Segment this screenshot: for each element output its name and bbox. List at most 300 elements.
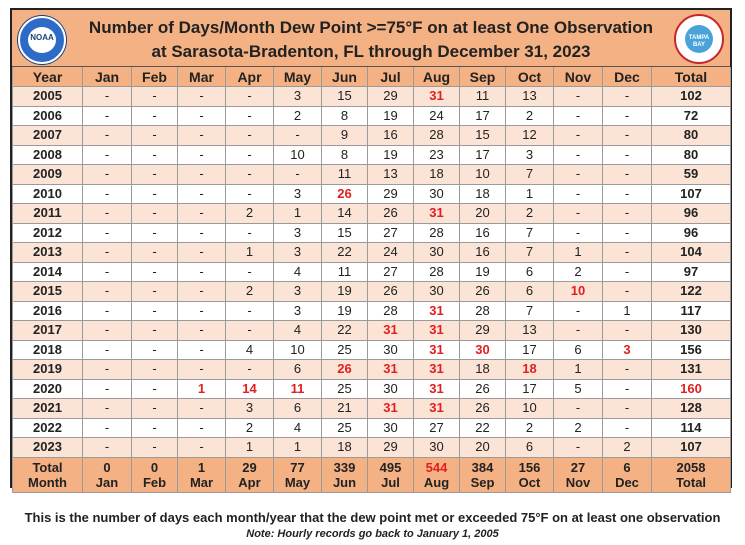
month-total-cell <box>554 457 603 492</box>
day-count-cell: 18 <box>414 165 460 185</box>
table-row <box>13 204 731 224</box>
day-count-cell: 30 <box>460 340 506 360</box>
month-total-cell <box>178 457 226 492</box>
year-cell: 2012 <box>13 223 83 243</box>
day-count-cell: 26 <box>322 184 368 204</box>
day-count-cell: - <box>554 165 603 185</box>
day-count-cell: 30 <box>414 243 460 263</box>
day-count-cell: 26 <box>368 282 414 302</box>
day-count-cell: 21 <box>322 399 368 419</box>
day-count-cell: - <box>554 184 603 204</box>
month-total-value: 77 <box>290 459 305 475</box>
month-total-month: Oct <box>518 474 541 490</box>
month-total-value: 339 <box>333 459 356 475</box>
day-count-cell: - <box>83 184 132 204</box>
day-count-cell: - <box>554 223 603 243</box>
day-count-cell: 18 <box>506 360 554 380</box>
dewpoint-table <box>12 67 731 493</box>
month-total-value: 495 <box>379 459 402 475</box>
day-count-cell: 31 <box>414 340 460 360</box>
day-count-cell: 31 <box>414 87 460 107</box>
day-count-cell: - <box>132 321 178 341</box>
day-count-cell: - <box>226 321 274 341</box>
day-count-cell: 31 <box>368 360 414 380</box>
day-count-cell: 29 <box>368 87 414 107</box>
day-count-cell: 31 <box>414 399 460 419</box>
table-row <box>13 438 731 458</box>
day-count-cell: 22 <box>322 321 368 341</box>
day-count-cell: - <box>603 126 652 146</box>
day-count-cell: - <box>132 106 178 126</box>
day-count-cell: 1 <box>274 438 322 458</box>
day-count-cell: - <box>83 340 132 360</box>
day-count-cell: 2 <box>506 106 554 126</box>
day-count-cell: - <box>83 262 132 282</box>
day-count-cell: - <box>132 262 178 282</box>
day-count-cell: - <box>83 438 132 458</box>
day-count-cell: - <box>83 379 132 399</box>
month-total-month: Jul <box>381 474 400 490</box>
day-count-cell: 30 <box>414 184 460 204</box>
day-count-cell: - <box>83 165 132 185</box>
day-count-cell: 13 <box>506 321 554 341</box>
day-count-cell: 2 <box>226 204 274 224</box>
day-count-cell: 1 <box>274 204 322 224</box>
day-count-cell: 7 <box>506 223 554 243</box>
day-count-cell: 4 <box>226 340 274 360</box>
year-total-cell: 72 <box>652 106 731 126</box>
day-count-cell: 11 <box>322 262 368 282</box>
day-count-cell: - <box>226 145 274 165</box>
column-header-jul: Jul <box>368 67 414 87</box>
day-count-cell: 31 <box>414 204 460 224</box>
month-total-value: 544 <box>425 459 448 475</box>
year-cell: 2019 <box>13 360 83 380</box>
day-count-cell: - <box>83 87 132 107</box>
day-count-cell: 30 <box>368 379 414 399</box>
day-count-cell: 18 <box>322 438 368 458</box>
day-count-cell: - <box>603 282 652 302</box>
day-count-cell: - <box>83 204 132 224</box>
day-count-cell: 17 <box>506 379 554 399</box>
day-count-cell: - <box>274 126 322 146</box>
year-total-cell: 122 <box>652 282 731 302</box>
day-count-cell: 8 <box>322 145 368 165</box>
year-cell: 2023 <box>13 438 83 458</box>
day-count-cell: 15 <box>322 223 368 243</box>
month-total-month: May <box>284 474 311 490</box>
day-count-cell: - <box>83 145 132 165</box>
day-count-cell: 11 <box>460 87 506 107</box>
day-count-cell: 10 <box>274 145 322 165</box>
day-count-cell: - <box>274 165 322 185</box>
day-count-cell: 7 <box>506 165 554 185</box>
day-count-cell: 6 <box>506 282 554 302</box>
day-count-cell: 29 <box>460 321 506 341</box>
month-total-cell <box>506 457 554 492</box>
day-count-cell: 20 <box>460 438 506 458</box>
day-count-cell: 10 <box>554 282 603 302</box>
day-count-cell: 10 <box>460 165 506 185</box>
day-count-cell: 1 <box>226 438 274 458</box>
month-total-value: 2058 <box>676 459 706 475</box>
day-count-cell: 28 <box>414 262 460 282</box>
day-count-cell: 2 <box>603 438 652 458</box>
day-count-cell: 26 <box>460 282 506 302</box>
month-total-cell <box>652 457 731 492</box>
title-line-1: Number of Days/Month Dew Point >=75°F on at least One Observation <box>88 18 654 37</box>
year-total-cell: 97 <box>652 262 731 282</box>
column-header-oct: Oct <box>506 67 554 87</box>
day-count-cell: - <box>132 360 178 380</box>
day-count-cell: - <box>603 87 652 107</box>
month-total-cell <box>414 457 460 492</box>
month-label: Month <box>28 474 67 490</box>
table-row <box>13 340 731 360</box>
day-count-cell: 2 <box>506 418 554 438</box>
year-total-cell: 128 <box>652 399 731 419</box>
day-count-cell: 26 <box>322 360 368 380</box>
table-row <box>13 243 731 263</box>
day-count-cell: - <box>83 106 132 126</box>
year-total-cell: 130 <box>652 321 731 341</box>
table-row <box>13 184 731 204</box>
year-cell: 2022 <box>13 418 83 438</box>
day-count-cell: 10 <box>506 399 554 419</box>
month-total-value: 384 <box>471 459 494 475</box>
day-count-cell: - <box>226 87 274 107</box>
day-count-cell: - <box>132 126 178 146</box>
day-count-cell: - <box>132 379 178 399</box>
column-header-dec: Dec <box>603 67 652 87</box>
year-total-cell: 114 <box>652 418 731 438</box>
day-count-cell: - <box>83 301 132 321</box>
day-count-cell: 7 <box>506 301 554 321</box>
table-row <box>13 223 731 243</box>
day-count-cell: 3 <box>603 340 652 360</box>
day-count-cell: - <box>554 399 603 419</box>
day-count-cell: - <box>83 243 132 263</box>
day-count-cell: 25 <box>322 340 368 360</box>
column-header-total: Total <box>652 67 731 87</box>
day-count-cell: - <box>603 399 652 419</box>
day-count-cell: - <box>603 165 652 185</box>
year-cell: 2021 <box>13 399 83 419</box>
day-count-cell: - <box>554 87 603 107</box>
month-total-value: 0 <box>103 459 111 475</box>
day-count-cell: - <box>178 360 226 380</box>
month-total-month: Sep <box>470 474 495 490</box>
day-count-cell: 4 <box>274 262 322 282</box>
day-count-cell: 2 <box>506 204 554 224</box>
day-count-cell: 25 <box>322 418 368 438</box>
day-count-cell: 14 <box>226 379 274 399</box>
nws-logo-label: TAMPA BAY <box>688 35 710 48</box>
day-count-cell: 27 <box>414 418 460 438</box>
day-count-cell: - <box>603 360 652 380</box>
month-total-cell <box>322 457 368 492</box>
year-total-cell: 117 <box>652 301 731 321</box>
table-row <box>13 282 731 302</box>
day-count-cell: 4 <box>274 321 322 341</box>
day-count-cell: 30 <box>368 340 414 360</box>
month-total-month: Mar <box>189 474 214 490</box>
day-count-cell: 25 <box>322 379 368 399</box>
day-count-cell: - <box>603 145 652 165</box>
day-count-cell: 16 <box>368 126 414 146</box>
day-count-cell: - <box>554 301 603 321</box>
day-count-cell: 2 <box>554 418 603 438</box>
table-row <box>13 321 731 341</box>
day-count-cell: 1 <box>226 243 274 263</box>
day-count-cell: 4 <box>274 418 322 438</box>
day-count-cell: 3 <box>226 399 274 419</box>
column-header-jan: Jan <box>83 67 132 87</box>
day-count-cell: 8 <box>322 106 368 126</box>
day-count-cell: - <box>178 418 226 438</box>
day-count-cell: 30 <box>414 282 460 302</box>
day-count-cell: - <box>554 126 603 146</box>
total-month-row <box>13 457 731 492</box>
day-count-cell: 17 <box>460 106 506 126</box>
day-count-cell: 31 <box>414 321 460 341</box>
day-count-cell: - <box>603 243 652 263</box>
day-count-cell: - <box>603 262 652 282</box>
day-count-cell: 7 <box>506 243 554 263</box>
day-count-cell: - <box>178 184 226 204</box>
footnote: This is the number of days each month/year that the dew point met or exceeded 75°F on at least one observation <box>24 510 721 525</box>
day-count-cell: 13 <box>506 87 554 107</box>
day-count-cell: - <box>83 399 132 419</box>
day-count-cell: 9 <box>322 126 368 146</box>
year-total-cell: 59 <box>652 165 731 185</box>
year-total-cell: 107 <box>652 184 731 204</box>
month-total-value: 29 <box>242 459 257 475</box>
day-count-cell: - <box>178 204 226 224</box>
day-count-cell: - <box>178 399 226 419</box>
day-count-cell: 31 <box>414 379 460 399</box>
day-count-cell: - <box>83 282 132 302</box>
month-total-value: 1 <box>197 459 206 475</box>
table-row <box>13 145 731 165</box>
day-count-cell: - <box>132 145 178 165</box>
day-count-cell: 1 <box>603 301 652 321</box>
day-count-cell: 23 <box>414 145 460 165</box>
day-count-cell: - <box>83 321 132 341</box>
day-count-cell: - <box>554 204 603 224</box>
year-cell: 2006 <box>13 106 83 126</box>
day-count-cell: 3 <box>274 282 322 302</box>
day-count-cell: - <box>554 145 603 165</box>
year-total-cell: 102 <box>652 87 731 107</box>
day-count-cell: 30 <box>414 438 460 458</box>
day-count-cell: - <box>603 106 652 126</box>
day-count-cell: 26 <box>368 204 414 224</box>
year-total-cell: 80 <box>652 145 731 165</box>
day-count-cell: - <box>603 418 652 438</box>
year-cell: 2007 <box>13 126 83 146</box>
day-count-cell: 6 <box>506 262 554 282</box>
month-total-month: Total <box>675 474 707 490</box>
day-count-cell: - <box>178 87 226 107</box>
day-count-cell: 17 <box>460 145 506 165</box>
table-frame <box>10 8 732 488</box>
day-count-cell: - <box>178 126 226 146</box>
day-count-cell: - <box>603 184 652 204</box>
records-note: Note: Hourly records go back to January 1, 2005 <box>246 528 499 540</box>
day-count-cell: 31 <box>368 399 414 419</box>
month-total-month: Feb <box>142 474 167 490</box>
year-total-cell: 160 <box>652 379 731 399</box>
day-count-cell: - <box>178 340 226 360</box>
day-count-cell: 10 <box>274 340 322 360</box>
day-count-cell: 24 <box>368 243 414 263</box>
year-total-cell: 80 <box>652 126 731 146</box>
day-count-cell: 3 <box>274 184 322 204</box>
total-month-label <box>13 457 83 492</box>
total-label: Total <box>32 459 63 475</box>
day-count-cell: - <box>178 321 226 341</box>
day-count-cell: 27 <box>368 262 414 282</box>
month-total-value: 6 <box>623 459 631 475</box>
day-count-cell: 19 <box>322 301 368 321</box>
day-count-cell: - <box>132 340 178 360</box>
day-count-cell: 1 <box>178 379 226 399</box>
day-count-cell: - <box>132 204 178 224</box>
day-count-cell: - <box>178 262 226 282</box>
table-row <box>13 379 731 399</box>
day-count-cell: 11 <box>322 165 368 185</box>
day-count-cell: 19 <box>368 106 414 126</box>
day-count-cell: 16 <box>460 243 506 263</box>
table-row <box>13 262 731 282</box>
day-count-cell: - <box>132 87 178 107</box>
table-row <box>13 106 731 126</box>
month-total-cell <box>368 457 414 492</box>
day-count-cell: - <box>132 438 178 458</box>
day-count-cell: - <box>226 223 274 243</box>
day-count-cell: 18 <box>460 360 506 380</box>
day-count-cell: 31 <box>414 360 460 380</box>
day-count-cell: 14 <box>322 204 368 224</box>
table-row <box>13 418 731 438</box>
month-total-cell <box>226 457 274 492</box>
day-count-cell: - <box>178 145 226 165</box>
day-count-cell: 2 <box>226 282 274 302</box>
day-count-cell: 2 <box>226 418 274 438</box>
day-count-cell: - <box>226 165 274 185</box>
day-count-cell: 28 <box>414 126 460 146</box>
day-count-cell: 31 <box>414 301 460 321</box>
day-count-cell: - <box>178 165 226 185</box>
day-count-cell: 2 <box>554 262 603 282</box>
year-cell: 2020 <box>13 379 83 399</box>
column-header-nov: Nov <box>554 67 603 87</box>
day-count-cell: - <box>132 243 178 263</box>
day-count-cell: 28 <box>368 301 414 321</box>
title-line-2: at Sarasota-Bradenton, FL through December 31, 2023 <box>151 42 591 61</box>
day-count-cell: - <box>554 438 603 458</box>
day-count-cell: 19 <box>368 145 414 165</box>
column-header-sep: Sep <box>460 67 506 87</box>
month-total-cell <box>132 457 178 492</box>
day-count-cell: - <box>178 438 226 458</box>
table-row <box>13 165 731 185</box>
month-total-month: Dec <box>615 474 639 490</box>
month-total-month: Nov <box>565 474 591 490</box>
day-count-cell: - <box>226 184 274 204</box>
day-count-cell: 1 <box>506 184 554 204</box>
day-count-cell: 22 <box>322 243 368 263</box>
day-count-cell: 1 <box>554 243 603 263</box>
day-count-cell: 29 <box>368 438 414 458</box>
day-count-cell: 3 <box>274 87 322 107</box>
day-count-cell: 1 <box>554 360 603 380</box>
year-total-cell: 96 <box>652 204 731 224</box>
day-count-cell: 6 <box>274 399 322 419</box>
year-total-cell: 131 <box>652 360 731 380</box>
day-count-cell: - <box>132 184 178 204</box>
day-count-cell: - <box>132 223 178 243</box>
day-count-cell: 3 <box>274 223 322 243</box>
year-cell: 2013 <box>13 243 83 263</box>
year-cell: 2018 <box>13 340 83 360</box>
year-total-cell: 107 <box>652 438 731 458</box>
year-total-cell: 156 <box>652 340 731 360</box>
month-total-month: Jan <box>95 474 119 490</box>
year-cell: 2016 <box>13 301 83 321</box>
year-cell: 2015 <box>13 282 83 302</box>
day-count-cell: 12 <box>506 126 554 146</box>
day-count-cell: 24 <box>414 106 460 126</box>
year-cell: 2010 <box>13 184 83 204</box>
day-count-cell: 13 <box>368 165 414 185</box>
day-count-cell: 3 <box>506 145 554 165</box>
noaa-logo <box>18 16 66 64</box>
table-row <box>13 126 731 146</box>
day-count-cell: - <box>132 399 178 419</box>
table-header-banner <box>12 10 730 67</box>
day-count-cell: - <box>554 106 603 126</box>
day-count-cell: - <box>178 301 226 321</box>
day-count-cell: - <box>226 106 274 126</box>
column-header-row <box>13 67 731 87</box>
year-cell: 2014 <box>13 262 83 282</box>
day-count-cell: 6 <box>274 360 322 380</box>
year-total-cell: 104 <box>652 243 731 263</box>
column-header-year: Year <box>13 67 83 87</box>
day-count-cell: - <box>603 379 652 399</box>
day-count-cell: 11 <box>274 379 322 399</box>
day-count-cell: - <box>83 418 132 438</box>
day-count-cell: - <box>603 223 652 243</box>
day-count-cell: - <box>178 282 226 302</box>
month-total-cell <box>83 457 132 492</box>
month-total-month: Jun <box>332 474 357 490</box>
year-cell: 2011 <box>13 204 83 224</box>
table-row <box>13 360 731 380</box>
day-count-cell: - <box>226 360 274 380</box>
day-count-cell: 22 <box>460 418 506 438</box>
day-count-cell: - <box>132 282 178 302</box>
day-count-cell: - <box>226 126 274 146</box>
table-row <box>13 87 731 107</box>
month-total-value: 27 <box>570 459 586 475</box>
day-count-cell: - <box>178 243 226 263</box>
year-cell: 2008 <box>13 145 83 165</box>
column-header-jun: Jun <box>322 67 368 87</box>
day-count-cell: - <box>226 301 274 321</box>
